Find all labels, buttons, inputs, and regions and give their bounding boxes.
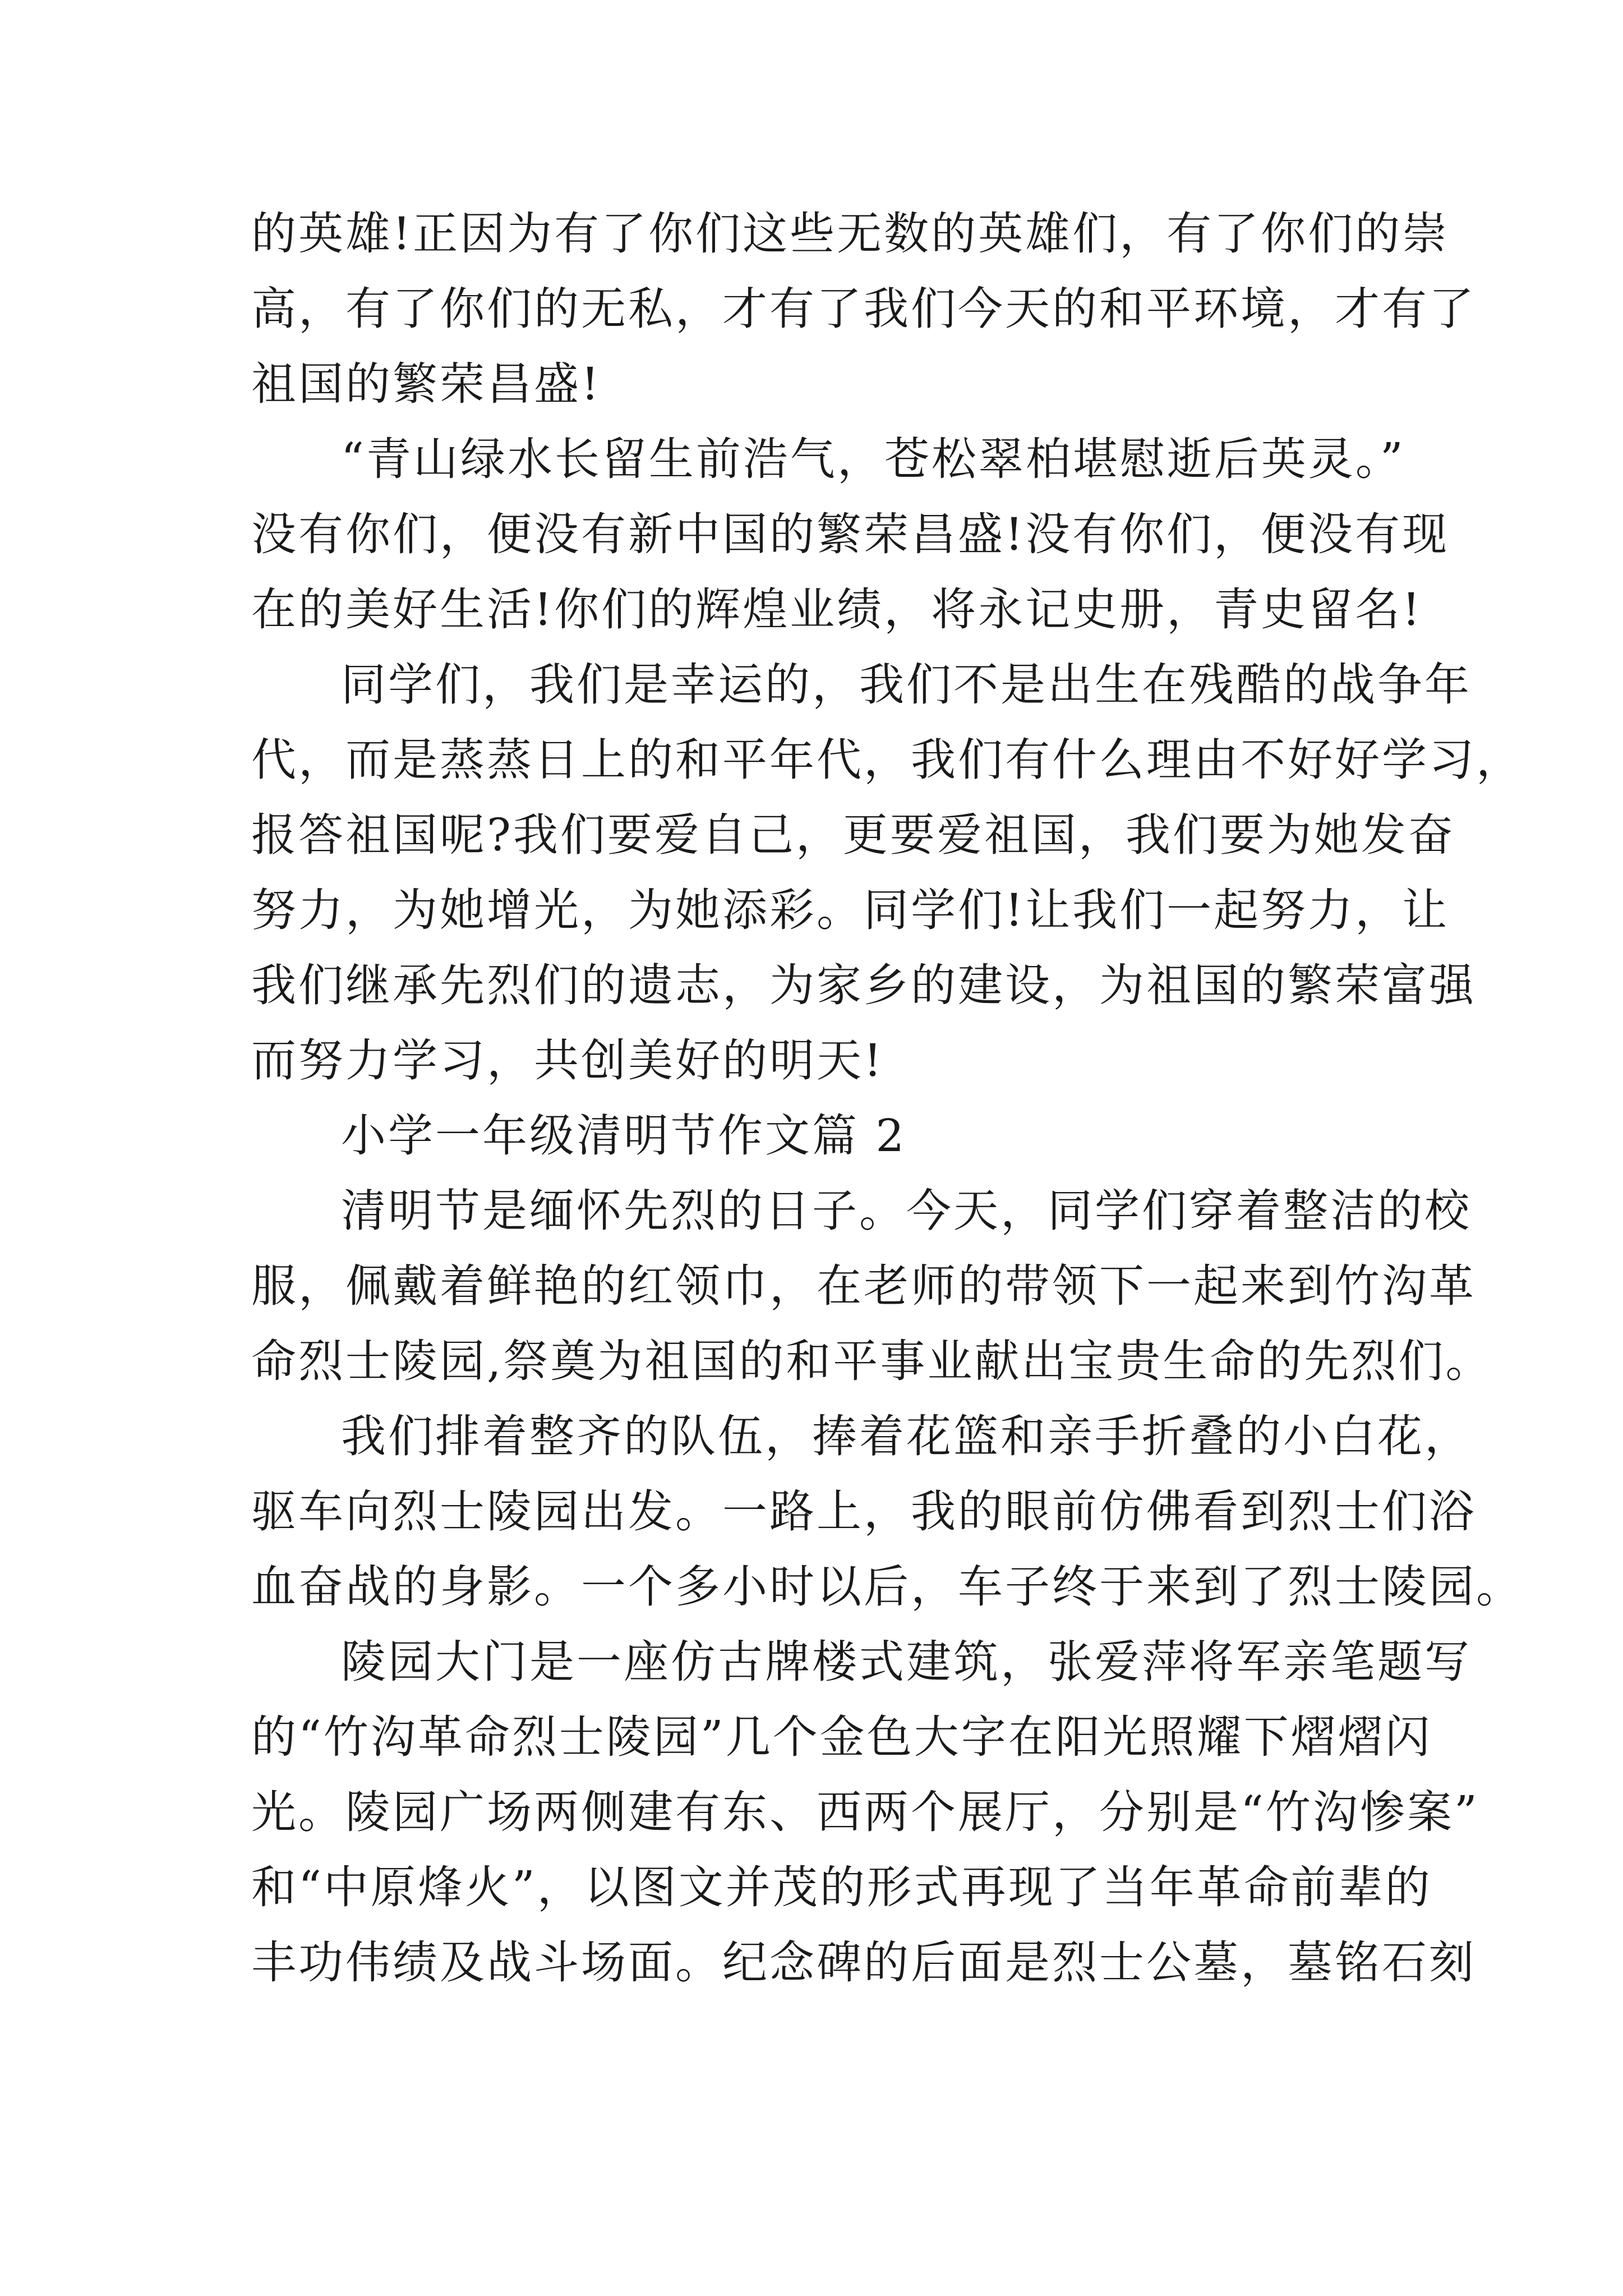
text-line: 高，有了你们的无私，才有了我们今天的和平环境，才有了 [251, 283, 1476, 335]
text-line: 驱车向烈士陵园出发。一路上，我的眼前仿佛看到烈士们浴 [251, 1485, 1476, 1538]
text-line: 我们继承先烈们的遗志，为家乡的建设，为祖国的繁荣富强 [251, 959, 1476, 1011]
text-line: 服，佩戴着鲜艳的红领巾，在老师的带领下一起来到竹沟革 [251, 1260, 1476, 1312]
essay-body [251, 196, 1523, 2000]
text-line: “青山绿水长留生前浩气，苍松翠柏堪慰逝后英灵。” [341, 433, 1405, 485]
text-line: 和“中原烽火”，以图文并茂的形式再现了当年革命前辈的 [251, 1861, 1432, 1913]
text-line: 血奋战的身影。一个多小时以后，车子终于来到了烈士陵园。 [251, 1561, 1523, 1613]
text-line: 的英雄!正因为有了你们这些无数的英雄们，有了你们的崇 [251, 208, 1450, 260]
text-line: 陵园大门是一座仿古牌楼式建筑，张爱萍将军亲笔题写 [341, 1636, 1472, 1688]
section-heading: 小学一年级清明节作文篇 2 [341, 1110, 907, 1162]
text-line: 没有你们，便没有新中国的繁荣昌盛!没有你们，便没有现 [251, 508, 1450, 560]
text-line: 清明节是缅怀先烈的日子。今天，同学们穿着整洁的校 [341, 1185, 1472, 1237]
text-line: 丰功伟绩及战斗场面。纪念碑的后面是烈士公墓，墓铭石刻 [251, 1936, 1476, 1989]
text-line: 祖国的繁荣昌盛! [251, 358, 602, 410]
text-line: 光。陵园广场两侧建有东、西两个展厅，分别是“竹沟惨案” [251, 1786, 1479, 1838]
text-line: 代，而是蒸蒸日上的和平年代，我们有什么理由不好好学习， [251, 734, 1523, 786]
text-line: 命烈士陵园,祭奠为祖国的和平事业献出宝贵生命的先烈们。 [251, 1335, 1493, 1387]
text-line: 的“竹沟革命烈士陵园”几个金色大字在阳光照耀下熠熠闪 [251, 1711, 1432, 1763]
text-line: 报答祖国呢?我们要爱自己，更要爱祖国，我们要为她发奋 [251, 809, 1455, 861]
text-line: 我们排着整齐的队伍，捧着花篮和亲手折叠的小白花， [341, 1410, 1472, 1462]
text-line: 在的美好生活!你们的辉煌业绩，将永记史册，青史留名! [251, 583, 1423, 636]
text-line: 同学们，我们是幸运的，我们不是出生在残酷的战争年 [341, 659, 1472, 711]
text-line: 而努力学习，共创美好的明天! [251, 1034, 884, 1087]
text-line: 努力，为她增光，为她添彩。同学们!让我们一起努力，让 [251, 884, 1450, 936]
